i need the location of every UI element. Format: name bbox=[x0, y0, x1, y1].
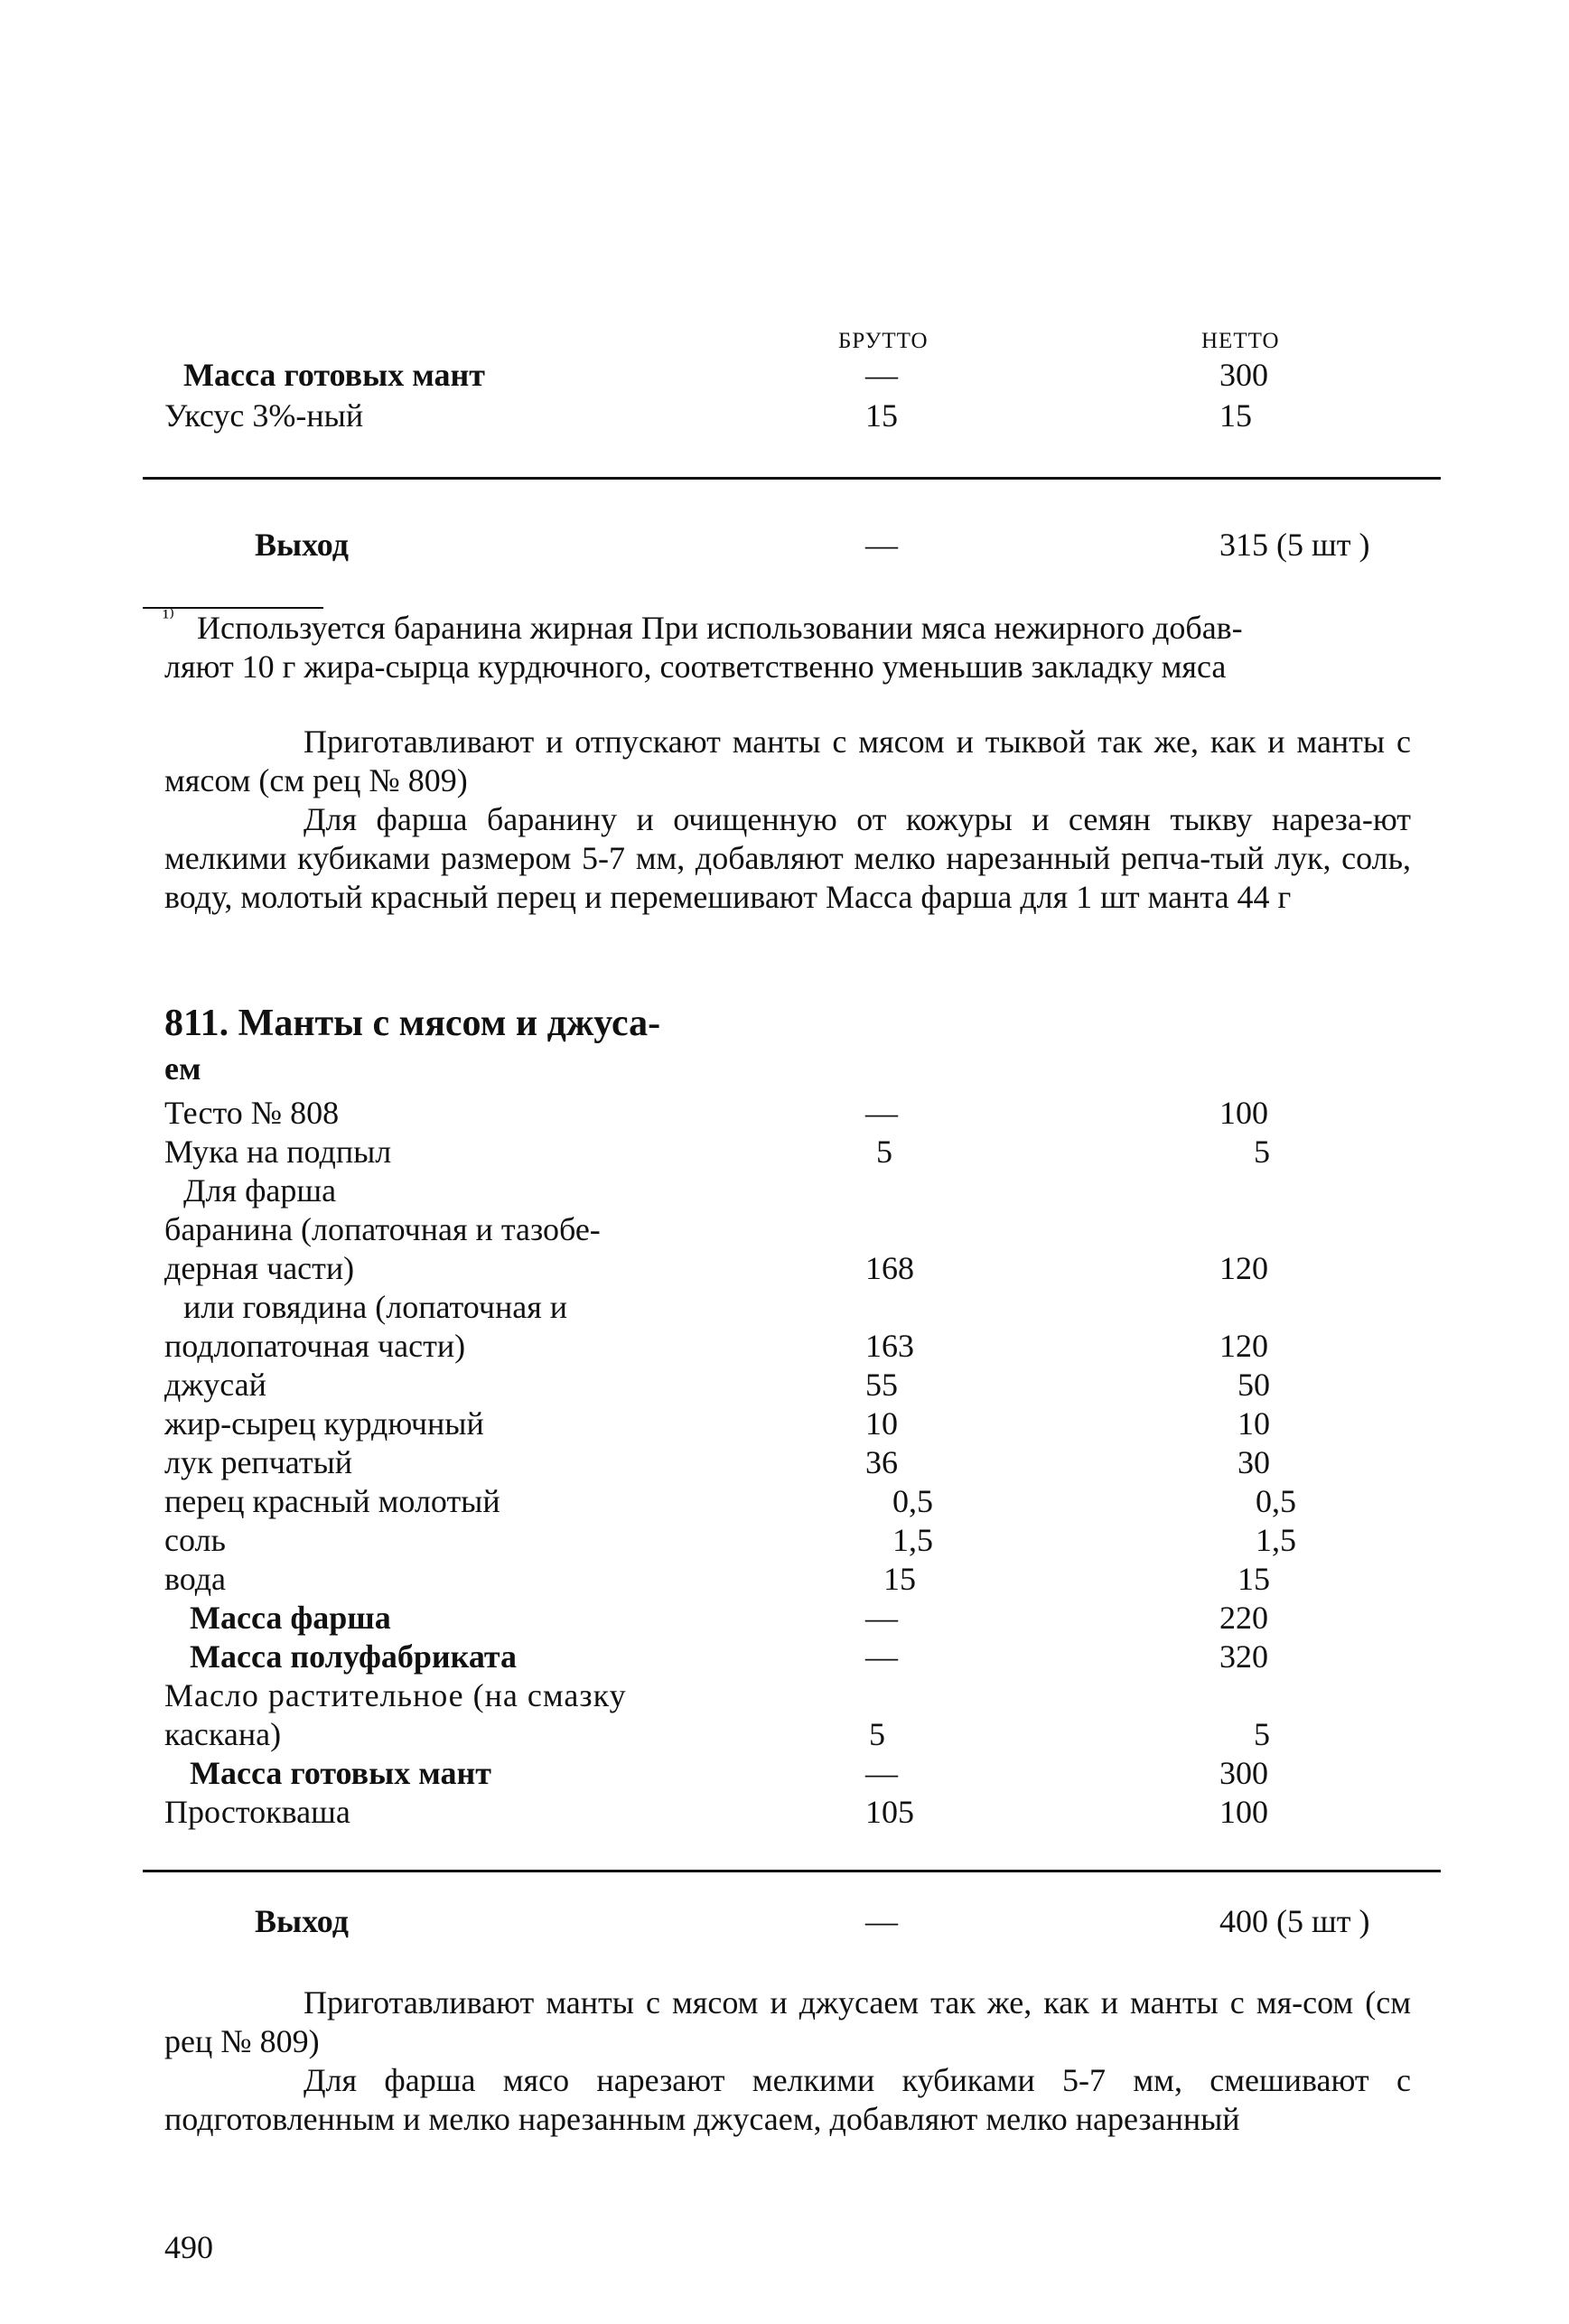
top-row-brutto: — bbox=[865, 357, 898, 393]
column-header-netto: НЕТТО bbox=[1201, 329, 1280, 353]
ingredient-brutto: — bbox=[865, 1095, 898, 1131]
table-rule bbox=[143, 1870, 1441, 1872]
output-brutto: — bbox=[865, 527, 898, 563]
column-header-brutto: БРУТТО bbox=[838, 329, 929, 353]
ingredient-brutto: 15 bbox=[883, 1561, 916, 1597]
ingredient-netto: 120 bbox=[1219, 1328, 1268, 1364]
subtotal-label: Масса готовых мант bbox=[190, 1755, 491, 1791]
ingredient-netto: 5 bbox=[1254, 1134, 1270, 1170]
output-label: Выход bbox=[255, 1903, 349, 1939]
ingredient-brutto: — bbox=[865, 1638, 898, 1675]
top-row-name: Масса готовых мант bbox=[183, 357, 485, 393]
ingredient-name: или говядина (лопаточная и bbox=[183, 1289, 568, 1325]
recipe-title: ем bbox=[164, 1050, 201, 1087]
ingredient-brutto: 168 bbox=[865, 1250, 914, 1286]
ingredient-brutto: — bbox=[865, 1600, 898, 1636]
method-paragraph: Приготавливают и отпускают манты с мясом и тыквой так же, как и манты с мясом (см рец № 809) bbox=[164, 723, 1411, 798]
ingredient-name: соль bbox=[164, 1522, 226, 1558]
top-row-name: Уксус 3%-ный bbox=[164, 397, 364, 434]
ingredient-name: жир-сырец курдючный bbox=[164, 1405, 484, 1442]
ingredient-subheading: Для фарша bbox=[183, 1172, 337, 1209]
ingredient-brutto: 0,5 bbox=[892, 1483, 933, 1519]
footnote-line: Используется баранина жирная При использовании мяса нежирного добав- bbox=[197, 610, 1243, 646]
method-paragraph: Для фарша баранину и очищенную от кожуры и семян тыкву нареза-ют мелкими кубиками размером 5-7 мм, добавляют мелко нарезанный репча-тый лук, соль, воду, молотый красный перец и перемешивают Масса фарша для 1 шт манта 44 г bbox=[164, 801, 1411, 915]
ingredient-brutto: 5 bbox=[869, 1716, 885, 1752]
footnote-marker: ¹⁾ bbox=[163, 606, 175, 630]
ingredient-name: дерная части) bbox=[164, 1250, 355, 1286]
page-number: 490 bbox=[164, 2229, 213, 2265]
ingredient-name: Тесто № 808 bbox=[164, 1095, 340, 1131]
ingredient-netto: 10 bbox=[1237, 1405, 1270, 1442]
ingredient-name: каскана) bbox=[164, 1716, 282, 1752]
ingredient-name: Масло растительное (на смазку bbox=[164, 1677, 627, 1713]
table-rule bbox=[143, 477, 1441, 480]
ingredient-name: Простокваша bbox=[164, 1794, 350, 1830]
ingredient-netto: 100 bbox=[1219, 1794, 1268, 1830]
top-row-brutto: 15 bbox=[865, 397, 898, 434]
ingredient-netto: 120 bbox=[1219, 1250, 1268, 1286]
ingredient-netto: 0,5 bbox=[1256, 1483, 1296, 1519]
ingredient-name: Мука на подпыл bbox=[164, 1134, 392, 1170]
ingredient-brutto: 1,5 bbox=[892, 1522, 933, 1558]
ingredient-name: подлопаточная части) bbox=[164, 1328, 466, 1364]
ingredient-netto: 30 bbox=[1237, 1444, 1270, 1480]
subtotal-label: Масса полуфабриката bbox=[190, 1638, 518, 1675]
ingredient-netto: 5 bbox=[1254, 1716, 1270, 1752]
ingredient-netto: 100 bbox=[1219, 1095, 1268, 1131]
ingredient-brutto: 55 bbox=[865, 1367, 898, 1403]
ingredient-brutto: 5 bbox=[876, 1134, 892, 1170]
output-netto: 400 (5 шт ) bbox=[1219, 1903, 1370, 1939]
ingredient-name: вода bbox=[164, 1561, 227, 1597]
ingredient-brutto: 36 bbox=[865, 1444, 898, 1480]
footnote-line: ляют 10 г жира-сырца курдючного, соответственно уменьшив закладку мяса bbox=[164, 649, 1227, 685]
top-row-netto: 300 bbox=[1219, 357, 1268, 393]
ingredient-name: баранина (лопаточная и тазобе- bbox=[164, 1211, 601, 1247]
subtotal-label: Масса фарша bbox=[190, 1600, 391, 1636]
ingredient-name: перец красный молотый bbox=[164, 1483, 500, 1519]
ingredient-netto: 320 bbox=[1219, 1638, 1268, 1675]
ingredient-netto: 1,5 bbox=[1256, 1522, 1296, 1558]
ingredient-netto: 50 bbox=[1237, 1367, 1270, 1403]
ingredient-name: лук репчатый bbox=[164, 1444, 353, 1480]
ingredient-netto: 220 bbox=[1219, 1600, 1268, 1636]
output-netto: 315 (5 шт ) bbox=[1219, 527, 1370, 563]
ingredient-netto: 300 bbox=[1219, 1755, 1268, 1791]
ingredient-netto: 15 bbox=[1237, 1561, 1270, 1597]
ingredient-brutto: 105 bbox=[865, 1794, 914, 1830]
recipe-title: 811. Манты с мясом и джуса- bbox=[164, 1003, 661, 1044]
top-row-netto: 15 bbox=[1219, 397, 1252, 434]
ingredient-brutto: — bbox=[865, 1755, 898, 1791]
ingredient-brutto: 163 bbox=[865, 1328, 914, 1364]
method-paragraph: Для фарша мясо нарезают мелкими кубиками 5-7 мм, смешивают с подготовленным и мелко нарезанным джусаем, добавляют мелко нарезанный bbox=[164, 2062, 1411, 2137]
ingredient-name: джусай bbox=[164, 1367, 266, 1403]
output-brutto: — bbox=[865, 1903, 898, 1939]
output-label: Выход bbox=[255, 527, 349, 563]
ingredient-brutto: 10 bbox=[865, 1405, 898, 1442]
method-paragraph: Приготавливают манты с мясом и джусаем так же, как и манты с мя-сом (см рец № 809) bbox=[164, 1984, 1411, 2059]
